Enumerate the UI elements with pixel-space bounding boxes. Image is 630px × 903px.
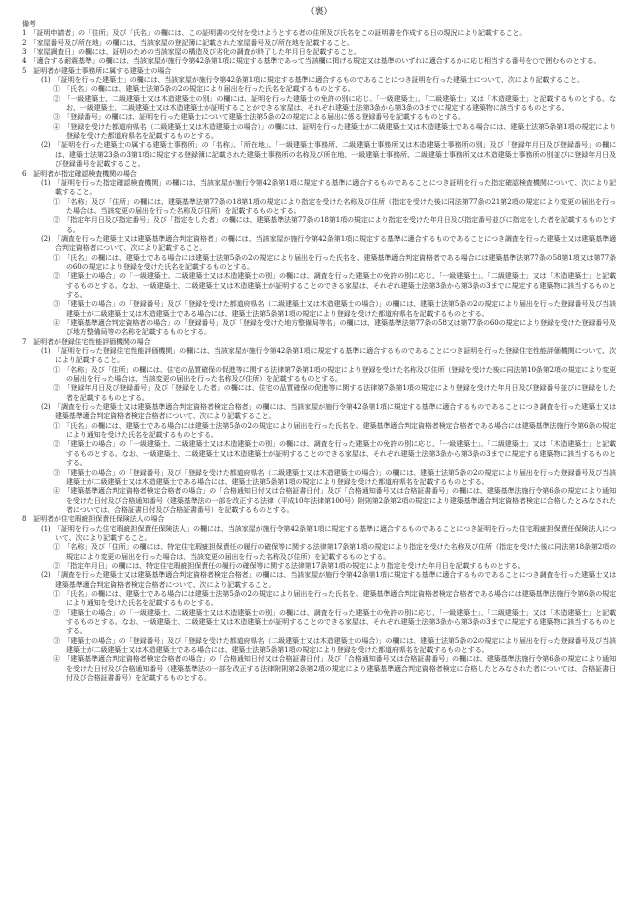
remark-item: ② 「指定年月日及び指定番号」及び「指定をした者」の欄には、建築基準法第77条の18第1項の規定により指定を受けた年月日及び指定番号並びに指定をした者を記載するものとする。 xyxy=(53,215,617,234)
remarks-heading: 備考 xyxy=(22,19,36,28)
remark-item: ① 「氏名」の欄には、建築士である場合には建築士法第5条の2の規定により届出を行った氏名を、建築基準適合判定資格者検定合格者である場合には建築基準法施行令第6条の規定により通知を受けた氏名を記載するものとする。 xyxy=(53,420,616,440)
remark-item: ② 「建築士の場合」の「一級建築士、二級建築士又は木造建築士の別」の欄には、調査を行った建築士の免許の別に応じ、「一級建築士」、「二級建築士」又は「木造建築士」と記載するものとする。なお、一級建築士、二級建築士又は木造建築士が証明することのできる家屋は、それぞれ建築士法第3条から第3条の3までに規定する建築物に該当するものとする。 xyxy=(53,439,616,468)
remark-item: ① 「氏名」の欄には、建築士である場合には建築士法第5条の2の規定により届出を行った氏名を、建築基準適合判定資格者検定合格者である場合には建築基準法施行令第6条の規定により通知を受けた氏名を記載するものとする。 xyxy=(53,588,616,608)
remark-item: ④ 「建築基準適合判定資格者検定合格者の場合」の「合格通知日付又は合格証書日付」及び「合格通知番号又は合格証書番号」の欄には、建築基準法施行令第6条の規定により通知を受けた日付及び合格通知番号（建築基準法の一部を改正する法律附則第2条第2項の規定により建築基準適合判定資格者検定に合格したとみなされた者については、合格証書日付及び合格証書番号）を記載するものとする。 xyxy=(53,654,616,683)
remark-item: ③ 「建築士の場合」の「登録番号」及び「登録を受けた都道府県名（二級建築士又は木造建築士の場合）」の欄には、建築士法第5条の2の規定により届出を行った登録番号及び当該建築士が二級建築士又は木造建築士である場合には、建築士法第5条第1項の規定により登録を受けた都道府県名を記載するものとする。 xyxy=(53,299,616,318)
remark-item: (2) 「調査を行った建築士又は建築基準適合判定資格者」の欄には、当該家屋が施行令第42条第1項に規定する基準に適合するものであることにつき調査を行った建築士又は建築基準適合判定資格者について、次により記載すること。 xyxy=(41,233,616,253)
remark-item: ② 「登録年月日及び登録番号」及び「登録をした者」の欄には、住宅の品質確保の促進等に関する法律第7条第1項の規定により登録を受けた年月日及び登録番号並びに登録をした者を記載するものとする。 xyxy=(53,383,616,402)
remark-item: ③ 「建築士の場合」の「登録番号」及び「登録を受けた都道府県名（二級建築士又は木造建築士の場合）」の欄には、建築士法第5条の2の規定により届出を行った登録番号及び当該建築士が二級建築士又は木造建築士である場合には、建築士法第5条第1項の規定により登録を受けた都道府県名を記載するものとする。 xyxy=(53,635,616,655)
remark-item: ② 「建築士の場合」の「一級建築士、二級建築士又は木造建築士の別」の欄には、調査を行った建築士の免許の別に応じ、「一級建築士」、「二級建築士」又は「木造建築士」と記載するものとする。なお、一級建築士、二級建築士又は木造建築士が証明することのできる家屋は、それぞれ建築士法第3条から第3条の3までに規定する建築物に該当するものとする。 xyxy=(53,271,616,299)
remark-item: ③ 「登録番号」の欄には、証明を行った建築士について建築士法第5条の2の規定による届出に係る登録番号を記載するものとする。 xyxy=(53,112,465,122)
remark-item: 4 「適合する耐震基準」の欄には、当該家屋が施行令第42条第1項に規定する基準であって当該欄に掲げる規定又は基準のいずれに適合するかに応じ相当する番号を○で囲むものとする。 xyxy=(22,56,601,66)
remark-item: ④ 「建築基準適合判定資格者検定合格者の場合」の「合格通知日付又は合格証書日付」及び「合格通知番号又は合格証書番号」の欄には、建築基準法施行令第6条の規定により通知を受けた日付及び合格通知番号（建築基準法の一部を改正する法律（平成10年法律第100号）附則第2条第2項の規定により建築基準適合判定資格者検定に合格したとみなされた者については、合格証書日付及び合格証書番号）を記載するものとする。 xyxy=(53,486,616,514)
remark-item: (2) 「証明を行った建築士の属する建築士事務所」の「名称」、「所在地」、「一級建築士事務所、二級建築士事務所又は木造建築士事務所の別」及び「登録年月日及び登録番号」の欄には、建築士法第23条の3第1項に規定する登録簿に記載された建築士事務所の名称及び所在地、一級建築士事務所、二級建築士事務所又は木造建築士事務所の別並びに登録年月日及び登録番号を記載すること。 xyxy=(41,140,616,169)
remark-item: 2 「家屋番号及び所在地」の欄には、当該家屋の登記簿に記載された家屋番号及び所在地を記載すること。 xyxy=(22,37,354,47)
remark-item: 5 証明者が建築士事務所に属する建築士の場合 xyxy=(22,65,172,75)
remark-item: ① 「氏名」の欄には、建築士法第5条の2の規定により届出を行った氏名を記載するものとする。 xyxy=(53,84,355,94)
remark-item: (1) 「証明を行った登録住宅性能評価機関」の欄には、当該家屋が施行令第42条第1項に規定する基準に適合するものであることにつき証明を行った登録住宅性能評価機関について、次により記載すること。 xyxy=(41,346,616,365)
remark-item: (2) 「調査を行った建築士又は建築基準適合判定資格者検定合格者」の欄には、当該家屋が施行令第42条第1項に規定する基準に適合するものであることにつき調査を行った建築士又は建築基準適合判定資格者検定合格者について、次により記載すること。 xyxy=(41,402,616,421)
remark-item: ① 「名称」及び「住所」の欄には、建築基準法第77条の18第1項の規定により指定を受けた名称及び住所（指定を受けた後に同法第77条の21第2項の規定により変更の届出を行った場合は、当該変更の届出を行った名称及び住所）を記載するものとする。 xyxy=(53,196,616,215)
remark-item: 7 証明者が登録住宅性能評価機関の場合 xyxy=(22,336,151,346)
remark-item: (2) 「調査を行った建築士又は建築基準適合判定資格者検定合格者」の欄には、当該家屋が施行令第42条第1項に規定する基準に適合するものであることにつき調査を行った建築士又は建築基準適合判定資格者検定合格者について、次により記載すること。 xyxy=(41,570,616,589)
remark-item: (1) 「証明を行った住宅瑕疵担保責任保険法人」の欄には、当該家屋が施行令第42条第1項に規定する基準に適合するものであることにつき証明を行った住宅瑕疵担保責任保険法人について、次により記載すること。 xyxy=(41,523,616,542)
remark-item: 3 「家屋調査日」の欄には、証明のための当該家屋の構造及び劣化の調査が終了した年月日を記載すること。 xyxy=(22,47,361,57)
remark-item: ① 「氏名」の欄には、建築士である場合には建築士法第5条の2の規定により届出を行った氏名を、建築基準適合判定資格者である場合には建築基準法第77条の58第1項又は第77条の60の規定により登録を受けた氏名を記載するものとする。 xyxy=(53,252,616,271)
remark-item: ③ 「建築士の場合」の「登録番号」及び「登録を受けた都道府県名（二級建築士又は木造建築士の場合）」の欄には、建築士法第5条の2の規定により届出を行った登録番号及び当該建築士が二級建築士又は木造建築士である場合には、建築士法第5条第1項の規定により登録を受けた都道府県名を記載するものとする。 xyxy=(53,467,616,486)
remark-item: (1) 「証明を行った建築士」の欄には、当該家屋が施行令第42条第1項に規定する基準に適合するものであることにつき証明を行った建築士について、次により記載すること。 xyxy=(41,75,584,85)
remark-item: ① 「名称」及び「住所」の欄には、特定住宅瑕疵担保責任の履行の確保等に関する法律第17条第1項の規定により指定を受けた名称及び住所（指定を受けた後に同法第18条第2項の規定により変更の届出を行った場合は、当該変更の届出を行った名称及び住所）を記載するものとする。 xyxy=(53,542,616,561)
remark-item: ④ 「登録を受けた都道府県名（二級建築士又は木造建築士の場合）」の欄には、証明を行った建築士が二級建築士又は木造建築士である場合には、建築士法第5条第1項の規定により登録を受けた都道府県名を記載するものとする。 xyxy=(53,121,616,141)
remark-item: (1) 「証明を行った指定確認検査機関」の欄には、当該家屋が施行令第42条第1項に規定する基準に適合するものであることにつき証明を行った指定確認検査機関について、次により記載すること。 xyxy=(41,177,616,197)
remark-item: 8 証明者が住宅瑕疵担保責任保険法人の場合 xyxy=(22,514,165,524)
remark-item: 1 「証明申請者」の「住所」及び「氏名」の欄には、この証明書の交付を受けようとする者の住所及び氏名をこの証明書を作成する日の現況により記載すること。 xyxy=(22,28,527,38)
remark-item: ② 「一級建築士、二級建築士又は木造建築士の別」の欄には、証明を行った建築士の免許の別に応じ、「一級建築士」、「二級建築士」又は「木造建築士」と記載するものとする。なお、一級建築士、二級建築士又は木造建築士が証明することができる家屋は、それぞれ建築士法第3条から第3条の3までに規定する建築物に該当するものとする。 xyxy=(53,93,616,113)
remark-item: ④ 「建築基準適合判定資格者の場合」の「登録番号」及び「登録を受けた地方整備局等名」の欄には、建築基準法第77条の58又は第77条の60の規定により登録を受けた登録番号及び地方整備局等の名称を記載するものとする。 xyxy=(53,318,616,337)
remark-item: ② 「建築士の場合」の「一級建築士、二級建築士又は木造建築士の別」の欄には、調査を行った建築士の免許の別に応じ、「一級建築士」、「二級建築士」又は「木造建築士」と記載するものとする。なお、一級建築士、二級建築士又は木造建築士が証明することのできる家屋は、それぞれ建築士法第3条から第3条の3までに規定する建築物に該当するものとする。 xyxy=(53,607,616,636)
page-title: （裏） xyxy=(305,7,333,17)
remark-item: ① 「名称」及び「住所」の欄には、住宅の品質確保の促進等に関する法律第7条第1項の規定により登録を受けた名称及び住所（登録を受けた後に同法第10条第2項の規定により変更の届出を行った場合は、当該変更の届出を行った名称及び住所）を記載するものとする。 xyxy=(53,364,617,384)
remark-item: ② 「指定年月日」の欄には、特定住宅瑕疵担保責任の履行の確保等に関する法律第17条第1項の規定により指定を受けた年月日を記載するものとする。 xyxy=(53,560,525,570)
remarks-body xyxy=(22,28,616,682)
remark-item: 6 証明者が指定確認検査機関の場合 xyxy=(22,168,137,178)
